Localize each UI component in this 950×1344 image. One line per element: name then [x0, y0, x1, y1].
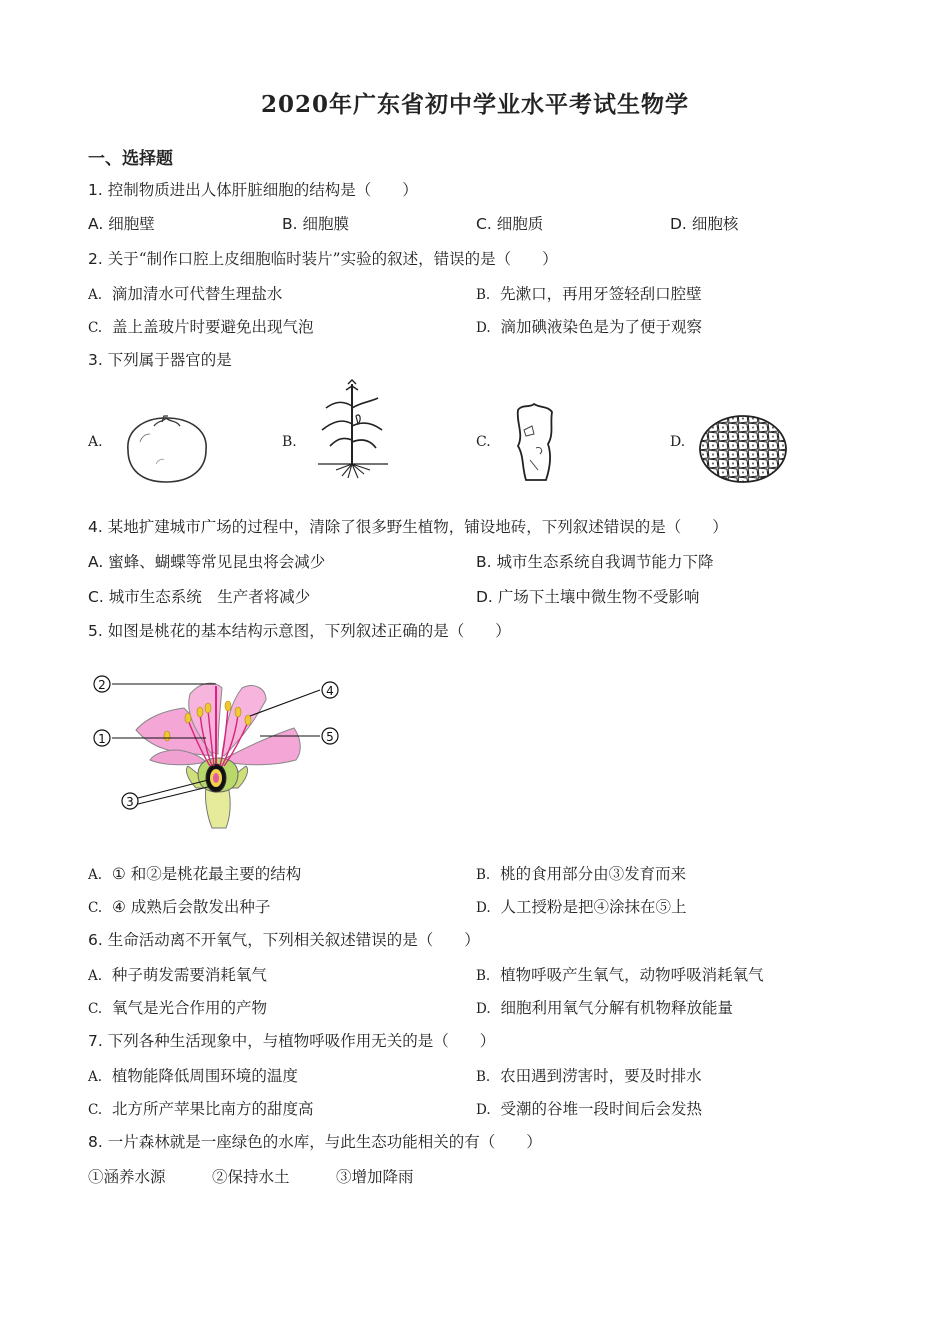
q1-option-a[interactable] [88, 212, 155, 234]
option-letter: C. [88, 1102, 103, 1118]
q5-option-d[interactable] [476, 895, 687, 917]
diagram-label-3 [122, 793, 138, 809]
question-number: 7. [88, 1032, 103, 1050]
question-number: 2. [88, 250, 103, 268]
q7-option-b[interactable] [476, 1064, 702, 1086]
option-text: 盖上盖玻片时要避免出现气泡 [112, 318, 314, 336]
option-letter: D. [476, 320, 491, 336]
option-letter: D. [476, 588, 493, 606]
option-letter: A. [88, 215, 104, 233]
option-letter: A. [88, 553, 104, 571]
option-text: 蜜蜂、蝴蝶等常见昆虫将会减少 [108, 553, 326, 571]
q6-option-a[interactable] [88, 963, 267, 985]
option-letter: C. [88, 1001, 103, 1017]
option-text: 滴加清水可代替生理盐水 [111, 285, 283, 303]
option-letter: D. [670, 215, 687, 233]
question-8 [88, 1130, 542, 1152]
option-text: ④ 成熟后会散发出种子 [112, 898, 271, 916]
question-number: 1. [88, 181, 103, 199]
question-text: 控制物质进出人体肝脏细胞的结构是（ ） [107, 181, 418, 199]
option-text: 先漱口，再用牙签轻刮口腔壁 [500, 285, 702, 303]
q4-option-b[interactable] [476, 550, 714, 572]
q4-option-a[interactable] [88, 550, 325, 572]
option-letter: A. [88, 1069, 103, 1085]
option-letter: A. [88, 287, 103, 303]
exam-title: 2020年广东省初中学业水平考试生物学 [260, 91, 689, 118]
option-text: 滴加碘液染色是为了便于观察 [500, 318, 703, 336]
option-letter: C. [476, 215, 492, 233]
option-text: 植物能降低周围环境的温度 [111, 1067, 298, 1085]
option-letter: B. [476, 287, 491, 303]
diagram-label-4 [322, 682, 338, 698]
svg-text:4: 4 [326, 684, 334, 698]
option-text: 种子萌发需要消耗氧气 [111, 966, 267, 984]
tomato-image [120, 412, 214, 486]
q3-option-d-label[interactable]: D. [670, 434, 686, 450]
corn-plant-image [312, 378, 394, 480]
question-number: 4. [88, 518, 103, 536]
option-text: 广场下土壤中微生物不受影响 [497, 588, 700, 606]
option-text: 城市生态系统自我调节能力下降 [496, 553, 714, 571]
option-text: 受潮的谷堆一段时间后会发热 [500, 1100, 703, 1118]
option-letter: B. [476, 968, 491, 984]
q2-option-b[interactable] [476, 282, 702, 304]
question-2 [88, 247, 558, 269]
question-text: 下列各种生活现象中，与植物呼吸作用无关的是（ ） [107, 1032, 496, 1050]
svg-text:1: 1 [98, 732, 106, 746]
question-number: 6. [88, 931, 103, 949]
q6-option-c[interactable] [88, 996, 267, 1018]
q4-option-d[interactable] [476, 585, 699, 607]
option-text: 细胞核 [691, 215, 739, 233]
section-heading: 一、选择题 [88, 149, 173, 169]
option-letter: D. [476, 1001, 491, 1017]
q6-option-b[interactable] [476, 963, 764, 985]
option-text: 农田遇到涝害时，要及时排水 [500, 1067, 702, 1085]
q8-item-2: ②保持水土 [212, 1168, 290, 1186]
option-letter: B. [476, 553, 492, 571]
q8-item-3: ③增加降雨 [336, 1168, 414, 1186]
option-letter: C. [88, 900, 103, 916]
q1-option-b[interactable] [282, 212, 349, 234]
option-text: 人工授粉是把④涂抹在⑤上 [500, 898, 687, 916]
q7-option-d[interactable] [476, 1097, 702, 1119]
option-text: 桃的食用部分由③发育而来 [500, 865, 687, 883]
option-text: ① 和②是桃花最主要的结构 [111, 865, 302, 883]
question-6 [88, 928, 480, 950]
q2-option-c[interactable] [88, 315, 314, 337]
question-text: 生命活动离不开氧气，下列相关叙述错误的是（ ） [107, 931, 480, 949]
svg-text:2: 2 [98, 678, 106, 692]
q5-option-a[interactable] [88, 862, 301, 884]
option-text: 细胞质 [496, 215, 544, 233]
svg-text:3: 3 [126, 795, 134, 809]
option-letter: C. [88, 320, 103, 336]
question-text: 某地扩建城市广场的过程中，清除了很多野生植物，铺设地砖，下列叙述错误的是（ ） [107, 518, 728, 536]
question-text: 一片森林就是一座绿色的水库，与此生态功能相关的有（ ） [107, 1133, 542, 1151]
option-text: 细胞膜 [302, 215, 350, 233]
option-text: 北方所产苹果比南方的甜度高 [112, 1100, 314, 1118]
question-number: 5. [88, 622, 103, 640]
q7-option-a[interactable] [88, 1064, 298, 1086]
q5-option-c[interactable] [88, 895, 270, 917]
option-text: 植物呼吸产生氧气，动物呼吸消耗氧气 [500, 966, 764, 984]
option-letter: B. [476, 1069, 491, 1085]
question-text: 关于“制作口腔上皮细胞临时装片”实验的叙述，错误的是（ ） [107, 250, 558, 268]
diagram-label-1 [94, 730, 110, 746]
question-4 [88, 515, 728, 537]
option-text: 氧气是光合作用的产物 [112, 999, 268, 1017]
option-letter: D. [476, 900, 491, 916]
question-1 [88, 178, 418, 200]
question-text: 下列属于器官的是 [107, 351, 232, 369]
question-number: 8. [88, 1133, 103, 1151]
svg-text:5: 5 [326, 730, 334, 744]
option-letter: A. [88, 968, 103, 984]
option-letter: B. [282, 215, 298, 233]
q1-option-c[interactable] [476, 212, 543, 234]
q4-option-c[interactable] [88, 585, 310, 607]
plant-tissue-image [504, 400, 564, 484]
option-text: 城市生态系统 生产者将减少 [108, 588, 311, 606]
q5-option-b[interactable] [476, 862, 686, 884]
option-text: 细胞利用氧气分解有机物释放能量 [500, 999, 734, 1017]
q8-item-1: ①涵养水源 [88, 1168, 166, 1186]
question-5 [88, 619, 511, 641]
q3-option-b-label[interactable]: B. [282, 434, 297, 450]
question-7 [88, 1029, 495, 1051]
option-letter: D. [476, 1102, 491, 1118]
option-letter: C. [88, 588, 104, 606]
q2-option-d[interactable] [476, 315, 702, 337]
q7-option-c[interactable] [88, 1097, 314, 1119]
option-text: 细胞壁 [108, 215, 155, 233]
question-3 [88, 348, 232, 370]
diagram-label-2 [94, 676, 110, 692]
question-text: 如图是桃花的基本结构示意图，下列叙述正确的是（ ） [107, 622, 511, 640]
q3-option-c-label[interactable]: C. [476, 434, 491, 450]
peach-flower-diagram [88, 670, 358, 832]
q3-option-a-label[interactable]: A. [88, 434, 103, 450]
cell-group-image [698, 414, 788, 484]
q6-option-d[interactable] [476, 996, 733, 1018]
option-letter: A. [88, 867, 103, 883]
q2-option-a[interactable] [88, 282, 282, 304]
diagram-label-5 [322, 728, 338, 744]
option-letter: B. [476, 867, 491, 883]
q1-option-d[interactable] [670, 212, 738, 234]
question-number: 3. [88, 351, 103, 369]
